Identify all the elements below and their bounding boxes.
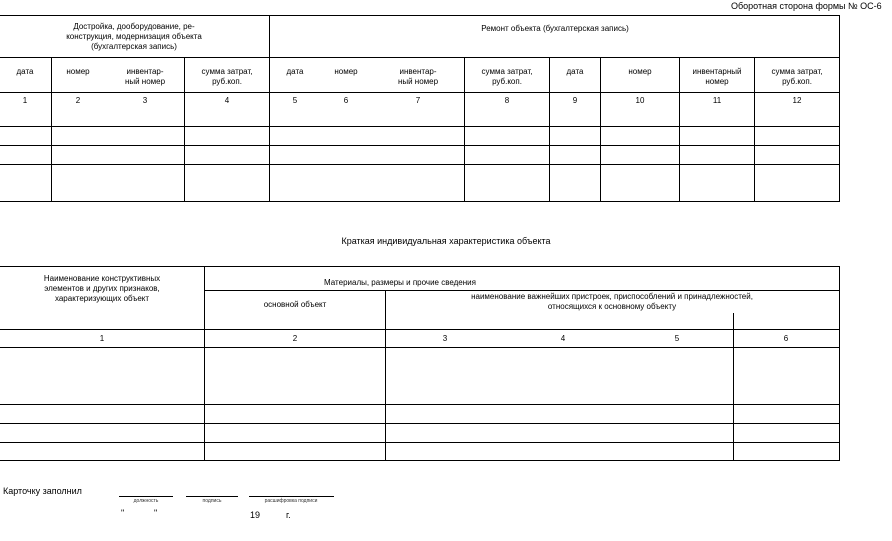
header-reconstruction: Достройка, дооборудование, ре- конструкция, модернизация объекта (бухгалтерская запись): [66, 22, 202, 51]
filled-by-label: Карточку заполнил: [3, 486, 82, 496]
date-year-prefix: 19: [250, 510, 261, 520]
date-quote-open: ": [121, 508, 125, 518]
col-number: 1: [22, 96, 28, 105]
date-quote-close: ": [154, 508, 158, 518]
caption-position: должность: [133, 498, 159, 504]
col-number: 7: [415, 96, 421, 105]
col-number: 9: [572, 96, 578, 105]
col-number: 2: [75, 96, 81, 105]
col-header-number: номер: [66, 67, 90, 76]
col-number: 4: [560, 334, 566, 343]
col-header-number: номер: [334, 67, 358, 76]
col-header-inventory-number: инвентарный номер: [692, 67, 742, 86]
col-header-date: дата: [16, 67, 34, 76]
col-number: 10: [635, 96, 645, 105]
header-elements: Наименование конструктивных элементов и других признаков, характеризующих объект: [43, 274, 161, 303]
header-materials: Материалы, размеры и прочие сведения: [324, 278, 476, 287]
col-number: 2: [292, 334, 298, 343]
col-number: 4: [224, 96, 230, 105]
col-number: 6: [783, 334, 789, 343]
form-reference: Оборотная сторона формы № ОС-6: [731, 1, 882, 11]
col-number: 11: [712, 96, 722, 105]
col-header-cost: сумма затрат, руб.коп.: [771, 67, 823, 86]
col-header-inventory-number: инвентар- ный номер: [397, 67, 439, 86]
col-number: 1: [99, 334, 105, 343]
col-header-inventory-number: инвентар- ный номер: [124, 67, 166, 86]
col-header-cost: сумма затрат, руб.коп.: [201, 67, 253, 86]
col-number: 3: [142, 96, 148, 105]
col-number: 6: [343, 96, 349, 105]
col-header-date: дата: [286, 67, 304, 76]
header-repair: Ремонт объекта (бухгалтерская запись): [481, 24, 629, 33]
header-fixtures: наименование важнейших пристроек, приспособлений и принадлежностей, относящихся к основному объекту: [471, 292, 753, 311]
col-number: 8: [504, 96, 510, 105]
col-header-number: номер: [628, 67, 652, 76]
col-header-cost: сумма затрат, руб.коп.: [481, 67, 533, 86]
col-number: 5: [292, 96, 298, 105]
date-year-suffix: г.: [286, 510, 291, 520]
col-number: 5: [674, 334, 680, 343]
section-title: Краткая индивидуальная характеристика объекта: [341, 236, 551, 246]
caption-signature: подпись: [202, 498, 222, 504]
col-header-date: дата: [566, 67, 584, 76]
header-main-object: основной объект: [263, 300, 327, 309]
col-number: 12: [792, 96, 802, 105]
col-number: 3: [442, 334, 448, 343]
caption-signature-decoding: расшифровка подписи: [264, 498, 318, 504]
